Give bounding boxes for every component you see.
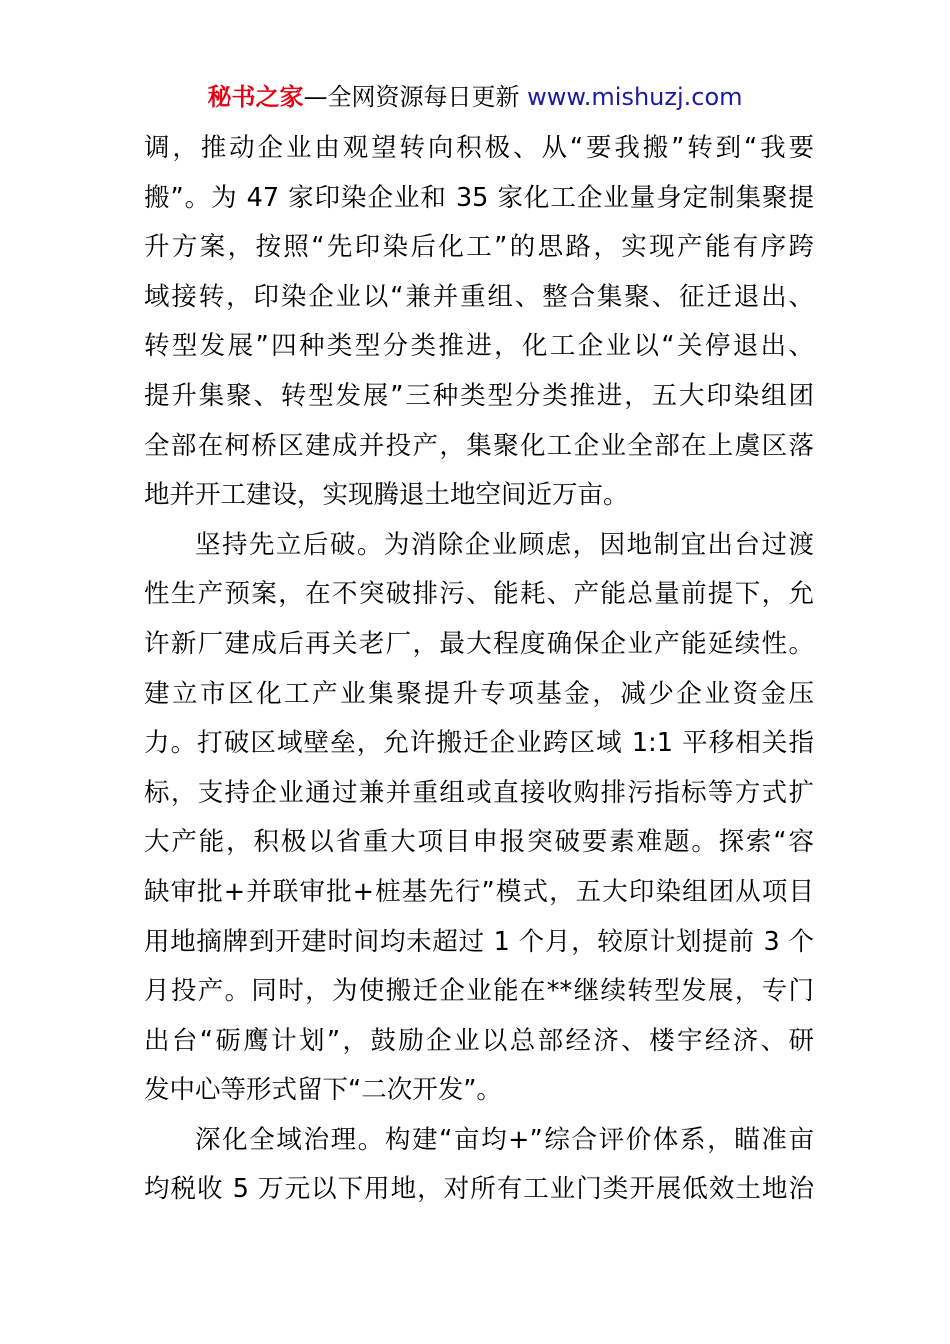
text-line: 调，推动企业由观望转向积极、从“要我搬”转到“我要 [144, 133, 814, 163]
text-line: 性生产预案，在不突破排污、能耗、产能总量前提下，允 [144, 579, 814, 610]
site-header [0, 80, 950, 114]
text-line: 标，支持企业通过兼并重组或直接收购排污指标等方式扩 [144, 777, 814, 808]
paragraph-start-line: 深化全域治理。构建“亩均+”综合评价体系，瞄准亩 [195, 1124, 814, 1155]
text-line: 许新厂建成后再关老厂，最大程度确保企业产能延续性。 [144, 628, 814, 659]
text-line: 全部在柯桥区建成并投产，集聚化工企业全部在上虞区落 [144, 430, 814, 461]
text-line: 月投产。同时，为使搬迁企业能在**继续转型发展，专门 [144, 976, 814, 1007]
text-line: 力。打破区域壁垒，允许搬迁企业跨区域 1:1 平移相关指 [144, 728, 814, 759]
text-line: 出台“砺鹰计划”，鼓励企业以总部经济、楼宇经济、研 [144, 1025, 814, 1056]
text-line: 域接转，印染企业以“兼并重组、整合集聚、征迁退出、 [144, 281, 814, 312]
text-line: 大产能，积极以省重大项目申报突破要素难题。探索“容 [144, 827, 814, 858]
document-body [144, 124, 814, 1215]
text-line: 升方案，按照“先印染后化工”的思路，实现产能有序跨 [144, 232, 814, 263]
text-line: 地并开工建设，实现腾退土地空间近万亩。 [144, 480, 629, 511]
text-line: 用地摘牌到开建时间均未超过 1 个月，较原计划提前 3 个 [144, 926, 814, 957]
text-line: 均税收 5 万元以下用地，对所有工业门类开展低效土地治 [144, 1174, 814, 1205]
text-line: 提升集聚、转型发展”三种类型分类推进，五大印染组团 [144, 380, 814, 411]
text-line: 转型发展”四种类型分类推进，化工企业以“关停退出、 [144, 331, 814, 362]
site-tagline: —全网资源每日更新 [303, 83, 528, 111]
text-line: 建立市区化工产业集聚提升专项基金，减少企业资金压 [144, 678, 814, 709]
text-line: 缺审批+并联审批+桩基先行”模式，五大印染组团从项目 [144, 876, 814, 907]
site-brand: 秘书之家 [207, 83, 304, 111]
text-line: 发中心等形式留下“二次开发”。 [144, 1075, 502, 1106]
text-line: 搬”。为 47 家印染企业和 35 家化工企业量身定制集聚提 [144, 182, 814, 213]
paragraph-start-line: 坚持先立后破。为消除企业顾虑，因地制宜出台过渡 [195, 529, 814, 560]
site-url-link[interactable]: www.mishuzj.com [527, 83, 743, 111]
